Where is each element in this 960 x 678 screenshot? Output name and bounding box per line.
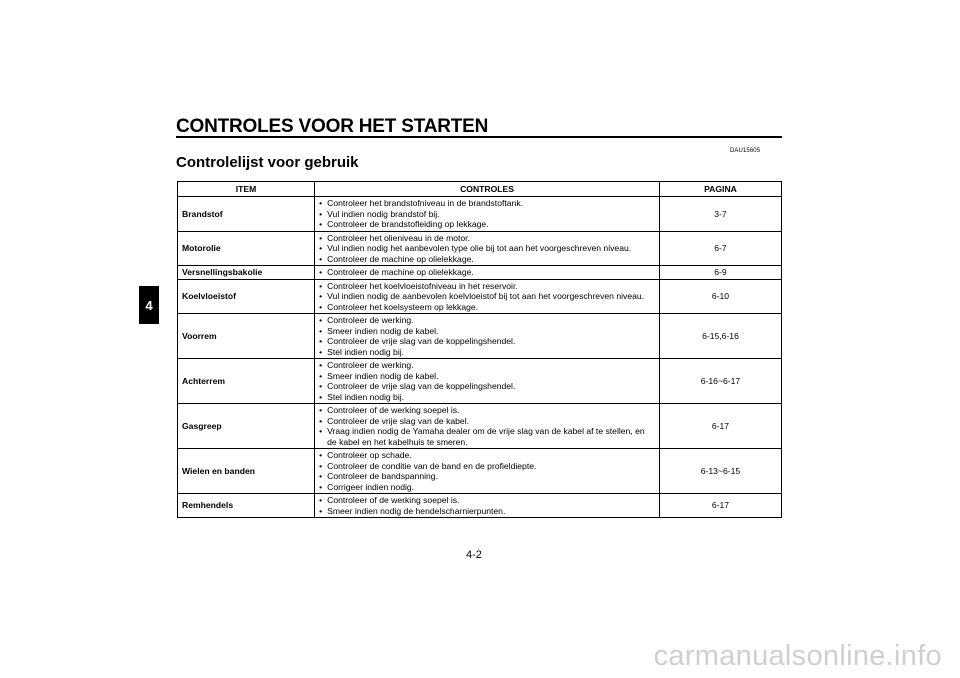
row-checks — [315, 231, 660, 266]
check-item: • Controleer de vrije slag van de kabel. — [319, 416, 655, 427]
row-page: 6-9 — [659, 266, 781, 280]
row-checks — [315, 266, 660, 280]
row-item: Voorrem — [178, 314, 315, 359]
check-list — [319, 315, 655, 357]
check-item: • Controleer de vrije slag van de koppelingshendel. — [319, 381, 655, 392]
check-item: • Controleer de bandspanning. — [319, 471, 655, 482]
table-header-row — [178, 182, 782, 197]
check-list — [319, 281, 655, 313]
column-header-page: PAGINA — [659, 182, 781, 197]
check-item: • Vraag indien nodig de Yamaha dealer om de vrije slag van de kabel af te stellen, en de kabel en het kabelhuis te smeren. — [319, 426, 655, 447]
check-item: • Smeer indien nodig de kabel. — [319, 326, 655, 337]
row-page: 6-16~6-17 — [659, 359, 781, 404]
table-row — [178, 266, 782, 280]
check-item: • Controleer of de werking soepel is. — [319, 405, 655, 416]
check-item: • Vul indien nodig brandstof bij. — [319, 209, 655, 220]
check-item: • Controleer het koelsysteem op lekkage. — [319, 302, 655, 313]
check-list — [319, 405, 655, 447]
check-list — [319, 198, 655, 230]
check-item: • Controleer de machine op olielekkage. — [319, 267, 655, 278]
row-item: Brandstof — [178, 197, 315, 232]
row-item: Koelvloeistof — [178, 279, 315, 314]
check-item: • Stel indien nodig bij. — [319, 347, 655, 358]
check-list — [319, 495, 655, 516]
chapter-tab: 4 — [139, 286, 159, 324]
table-row — [178, 359, 782, 404]
row-checks — [315, 359, 660, 404]
check-item: • Smeer indien nodig de hendelscharnierpunten. — [319, 506, 655, 517]
row-page: 6-17 — [659, 404, 781, 449]
check-item: • Controleer het brandstofniveau in de brandstoftank. — [319, 198, 655, 209]
table-row — [178, 197, 782, 232]
column-header-item: ITEM — [178, 182, 315, 197]
row-checks — [315, 197, 660, 232]
page-number: 4-2 — [466, 549, 482, 561]
row-checks — [315, 449, 660, 494]
check-item: • Controleer de machine op olielekkage. — [319, 254, 655, 265]
check-item: • Controleer de werking. — [319, 315, 655, 326]
check-list — [319, 450, 655, 492]
row-item: Gasgreep — [178, 404, 315, 449]
check-item: • Corrigeer indien nodig. — [319, 482, 655, 493]
check-item: • Controleer of de werking soepel is. — [319, 495, 655, 506]
check-list — [319, 267, 655, 278]
table-row — [178, 404, 782, 449]
row-page: 3-7 — [659, 197, 781, 232]
row-item: Remhendels — [178, 494, 315, 518]
table-row — [178, 494, 782, 518]
row-page: 6-7 — [659, 231, 781, 266]
check-item: • Stel indien nodig bij. — [319, 392, 655, 403]
table-row — [178, 231, 782, 266]
row-item: Motorolie — [178, 231, 315, 266]
row-page: 6-15,6-16 — [659, 314, 781, 359]
page-header-title: CONTROLES VOOR HET STARTEN — [176, 116, 489, 137]
row-item: Achterrem — [178, 359, 315, 404]
check-item: • Controleer het koelvloeistofniveau in het reservoir. — [319, 281, 655, 292]
check-list — [319, 360, 655, 402]
table-row — [178, 314, 782, 359]
row-page: 6-13~6-15 — [659, 449, 781, 494]
header-rule — [176, 136, 782, 138]
row-checks — [315, 279, 660, 314]
section-title: Controlelijst voor gebruik — [176, 154, 359, 171]
check-item: • Controleer het olieniveau in de motor. — [319, 233, 655, 244]
check-list — [319, 233, 655, 265]
check-item: • Controleer de werking. — [319, 360, 655, 371]
check-item: • Controleer de vrije slag van de koppelingshendel. — [319, 336, 655, 347]
checklist-table — [177, 181, 782, 518]
row-checks — [315, 494, 660, 518]
check-item: • Vul indien nodig de aanbevolen koelvloeistof bij tot aan het voorgeschreven niveau. — [319, 291, 655, 302]
check-item: • Smeer indien nodig de kabel. — [319, 371, 655, 382]
row-item: Versnellingsbakolie — [178, 266, 315, 280]
document-code: DAU15605 — [730, 148, 761, 154]
check-item: • Vul indien nodig het aanbevolen type olie bij tot aan het voorgeschreven niveau. — [319, 243, 655, 254]
row-page: 6-17 — [659, 494, 781, 518]
check-item: • Controleer de conditie van de band en de profieldiepte. — [319, 461, 655, 472]
row-checks — [315, 404, 660, 449]
check-item: • Controleer de brandstofleiding op lekkage. — [319, 219, 655, 230]
row-item: Wielen en banden — [178, 449, 315, 494]
check-item: • Controleer op schade. — [319, 450, 655, 461]
row-checks — [315, 314, 660, 359]
table-row — [178, 279, 782, 314]
row-page: 6-10 — [659, 279, 781, 314]
watermark: carmanualsonline.info — [653, 640, 942, 672]
column-header-checks: CONTROLES — [315, 182, 660, 197]
table-row — [178, 449, 782, 494]
